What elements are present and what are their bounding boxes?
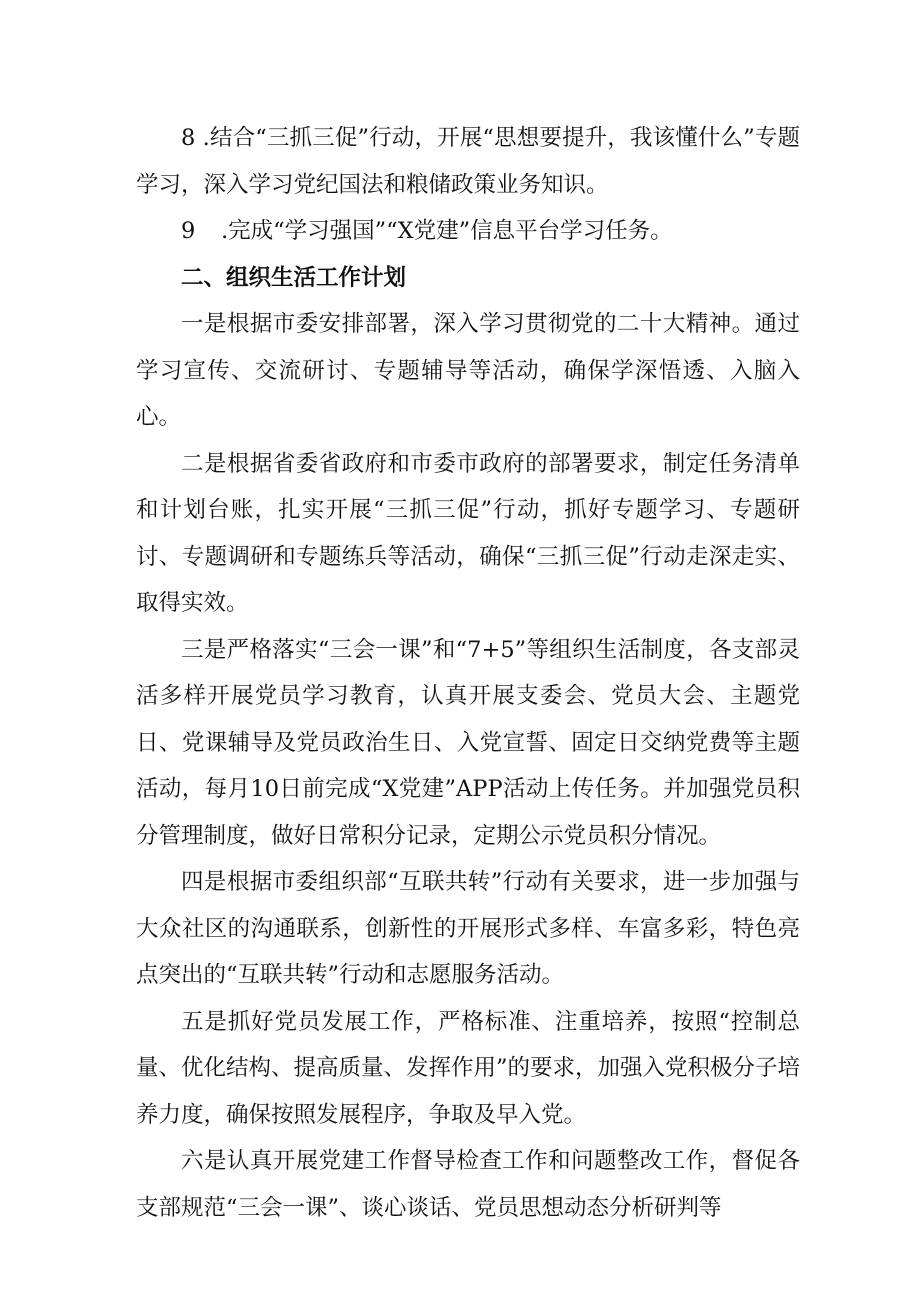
list-item-text: .结合“三抓三促”行动，开展“思想要提升，我该懂什么”专题学习，深入学习党纪国法和粮储政策业务知识。 — [136, 125, 800, 198]
list-item-text: .完成“学习强国”“X党建”信息平台学习任务。 — [221, 218, 673, 244]
list-item-number: 9 — [181, 218, 196, 244]
paragraph-2: 二是根据省委省政府和市委市政府的部署要求，制定任务清单和计划台账，扎实开展“三抓三促”行动，抓好专题学习、专题研讨、专题调研和专题练兵等活动，确保“三抓三促”行动走深走实、取得实效。 — [136, 450, 800, 616]
list-item-8 — [136, 115, 800, 208]
paragraph-4: 四是根据市委组织部“互联共转”行动有关要求，进一步加强与大众社区的沟通联系，创新性的开展形式多样、车富多彩，特色亮点突出的“互联共转”行动和志愿服务活动。 — [136, 869, 800, 988]
document-body — [136, 115, 800, 1231]
paragraph-3: 三是严格落实“三会一课”和“7+5”等组织生活制度，各支部灵活多样开展党员学习教育，认真开展支委会、党员大会、主题党日、党课辅导及党员政治生日、入党宣誓、固定日交纳党费等主题活动，每月10日前完成“X党建”APP活动上传任务。并加强党员积分管理制度，做好日常积分记录，定期公示党员积分情况。 — [136, 636, 800, 849]
paragraph-1: 一是根据市委安排部署，深入学习贯彻党的二十大精神。通过学习宣传、交流研讨、专题辅导等活动，确保学深悟透、入脑入心。 — [136, 311, 800, 430]
list-item-number: 8 — [181, 125, 196, 151]
paragraph-5: 五是抓好党员发展工作，严格标准、注重培养，按照“控制总量、优化结构、提高质量、发挥作用”的要求，加强入党积极分子培养力度，确保按照发展程序，争取及早入党。 — [136, 1008, 801, 1128]
section-heading: 二、组织生活工作计划 — [181, 264, 407, 291]
paragraph-6: 六是认真开展党建工作督导检查工作和问题整改工作，督促各支部规范“三会一课”、谈心谈话、党员思想动态分析研判等 — [136, 1148, 800, 1221]
list-item-9 — [136, 208, 800, 255]
